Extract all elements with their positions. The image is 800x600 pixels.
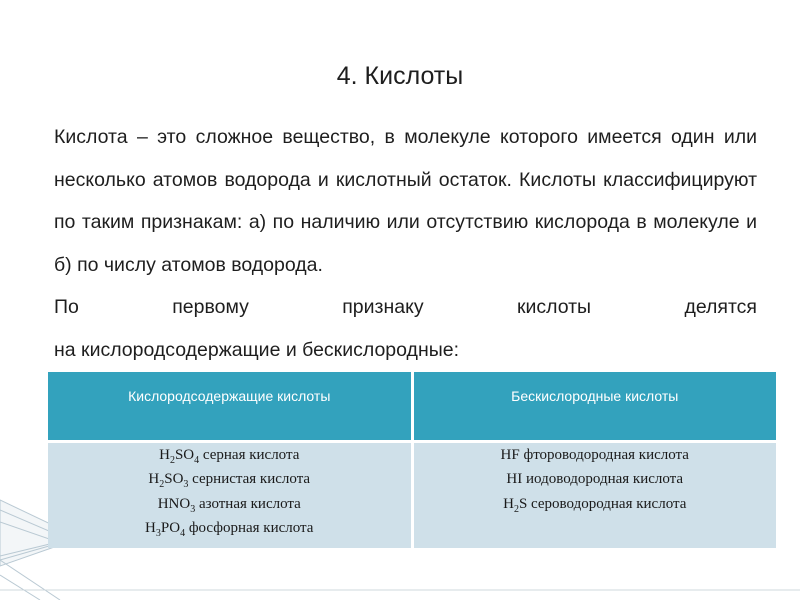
table-row bbox=[48, 441, 776, 548]
slide-title: 4. Кислоты bbox=[336, 62, 464, 90]
acid-entry: HI иодоводородная кислота bbox=[506, 471, 684, 487]
table-header-row bbox=[48, 372, 776, 441]
classification-intro-line bbox=[54, 286, 757, 329]
acid-entry: $H_2SO_4$ серная кислота bbox=[159, 446, 300, 466]
intro-word: кислоты bbox=[516, 296, 592, 318]
acid-entry: $H_2SO_3$ сернистая кислота bbox=[148, 471, 311, 490]
acid-definition-paragraph: Кислота – это сложное вещество, в молекуле которого имеется один или несколько атомов водорода и кислотный остаток. Кислоты классифицируют по таким признакам: а) по наличию или отсутствию кислорода в молекуле и б) по числу атомов водорода. bbox=[54, 126, 757, 276]
oxygen-acids-cell bbox=[48, 441, 412, 548]
oxygen-free-acids-cell bbox=[412, 441, 776, 548]
acid-entry: $H_3PO_4$ фосфорная кислота bbox=[145, 520, 314, 539]
intro-word: делятся bbox=[684, 296, 757, 318]
slide-body bbox=[54, 116, 757, 371]
acid-entry: HF фтороводородная кислота bbox=[500, 446, 689, 463]
classification-intro-last-line: на кислородсодержащие и бескислородные: bbox=[54, 338, 459, 361]
header-oxygen-acids: Кислородсодержащие кислоты bbox=[48, 372, 412, 441]
acid-entry: $H_2S$ сероводородная кислота bbox=[503, 495, 687, 515]
intro-word: первому bbox=[172, 296, 249, 318]
intro-word: признаку bbox=[342, 296, 424, 318]
acid-entry: $HNO_3$ азотная кислота bbox=[157, 495, 301, 515]
intro-word: По bbox=[54, 296, 79, 318]
header-oxygen-free-acids: Бескислородные кислоты bbox=[412, 372, 776, 441]
acids-table bbox=[48, 372, 776, 548]
